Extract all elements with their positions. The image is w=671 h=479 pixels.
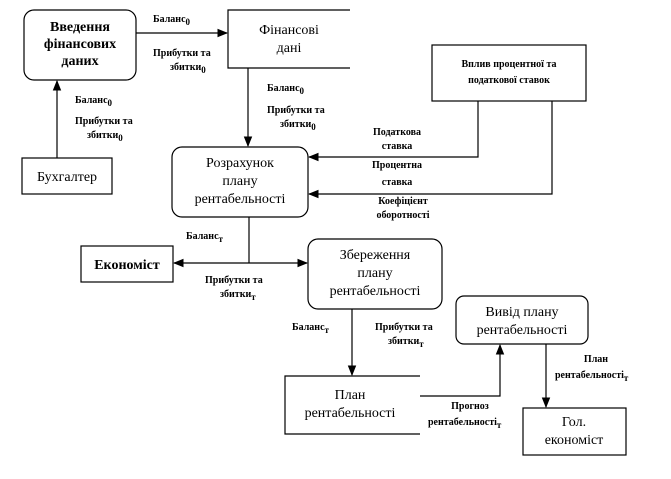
label-calc-balance [186, 231, 224, 244]
node-hol-ekonomist[interactable] [523, 408, 626, 455]
node-finansovi-dani-line1: Фінансові [259, 23, 319, 38]
node-hol-ekonomist-line2: економіст [544, 433, 604, 448]
svg-text:Податкова: Податкова [373, 127, 421, 138]
node-rozrakhunok-line1: Розрахунок [206, 156, 274, 171]
svg-text:збитки0: збитки0 [170, 62, 206, 75]
svg-text:Прибутки та: Прибутки та [75, 116, 133, 127]
svg-text:ставка: ставка [381, 141, 413, 152]
label-mid-profit [267, 105, 325, 132]
label-save-balance [292, 322, 330, 335]
svg-text:Прибутки та: Прибутки та [205, 275, 263, 286]
svg-text:Баланс0: Баланс0 [75, 95, 113, 108]
node-rozrakhunok[interactable] [172, 147, 308, 217]
svg-text:Баланст: Баланст [186, 231, 223, 244]
svg-text:Процентна: Процентна [372, 160, 422, 171]
node-vyvid-line2: рентабельності [476, 323, 568, 338]
label-save-profit [375, 322, 433, 349]
svg-text:рентабельностіт: рентабельностіт [428, 417, 502, 430]
svg-text:Баланс0: Баланс0 [153, 14, 191, 27]
label-forecast [428, 401, 502, 430]
node-plan-line1: План [334, 388, 366, 403]
edge-plan-to-vyvid [420, 345, 500, 396]
node-rozrakhunok-line2: плану [222, 174, 258, 189]
node-hol-ekonomist-line1: Гол. [561, 415, 587, 430]
node-zberezhennia-line3: рентабельності [329, 284, 421, 299]
node-vvedennia-line2: фінансових [43, 37, 117, 52]
svg-text:Баланс0: Баланс0 [267, 83, 305, 96]
svg-text:збиткит: збиткит [220, 289, 256, 302]
svg-text:збиткит: збиткит [388, 336, 424, 349]
node-bukhgalter-label: Бухгалтер [36, 170, 98, 185]
svg-text:ставка: ставка [381, 177, 413, 188]
svg-text:оборотності: оборотності [376, 210, 430, 221]
svg-text:збитки0: збитки0 [280, 119, 316, 132]
svg-text:рентабельностіт: рентабельностіт [555, 370, 629, 383]
svg-text:Прибутки та: Прибутки та [267, 105, 325, 116]
label-tax-rate [373, 127, 421, 152]
label-top-profit [153, 48, 211, 75]
label-left-balance [75, 95, 113, 108]
edge-vplyv-to-rozrakhunok-2 [309, 101, 552, 194]
node-zberezhennia-line1: Збереження [339, 248, 411, 263]
node-finansovi-dani[interactable] [228, 10, 350, 68]
node-vyvid-line1: Вивід плану [485, 305, 559, 320]
label-econ-profit [205, 275, 263, 302]
svg-text:Коефіцієнт: Коефіцієнт [378, 196, 428, 207]
svg-text:Прибутки та: Прибутки та [375, 322, 433, 333]
label-interest-rate [372, 160, 422, 188]
label-turnover [376, 196, 429, 221]
svg-text:збитки0: збитки0 [87, 130, 123, 143]
node-ekonomist-label: Економіст [94, 258, 160, 273]
node-vvedennia-line1: Введення [50, 20, 110, 35]
node-plan[interactable] [285, 376, 420, 434]
node-finansovi-dani-line2: дані [276, 41, 302, 56]
node-vvedennia-line3: даних [61, 54, 99, 69]
node-zberezhennia-line2: плану [357, 266, 393, 281]
node-vvedennia[interactable] [24, 10, 136, 80]
node-rozrakhunok-line3: рентабельності [194, 192, 286, 207]
label-mid-balance [267, 83, 305, 96]
label-left-profit [75, 116, 133, 143]
node-zberezhennia[interactable] [308, 239, 442, 309]
svg-text:Прибутки та: Прибутки та [153, 48, 211, 59]
node-vplyv[interactable] [432, 45, 586, 101]
svg-text:Прогноз: Прогноз [451, 401, 489, 412]
node-bukhgalter[interactable] [22, 158, 112, 194]
svg-text:Баланст: Баланст [292, 322, 329, 335]
label-out-plan [555, 354, 629, 383]
node-ekonomist[interactable] [81, 246, 173, 282]
node-vplyv-line1: Вплив процентної та [461, 59, 557, 70]
node-vyvid[interactable] [456, 296, 588, 344]
svg-text:План: План [583, 354, 609, 365]
label-top-balance [153, 14, 191, 27]
node-plan-line2: рентабельності [304, 406, 396, 421]
node-vplyv-line2: податкової ставок [468, 75, 550, 86]
